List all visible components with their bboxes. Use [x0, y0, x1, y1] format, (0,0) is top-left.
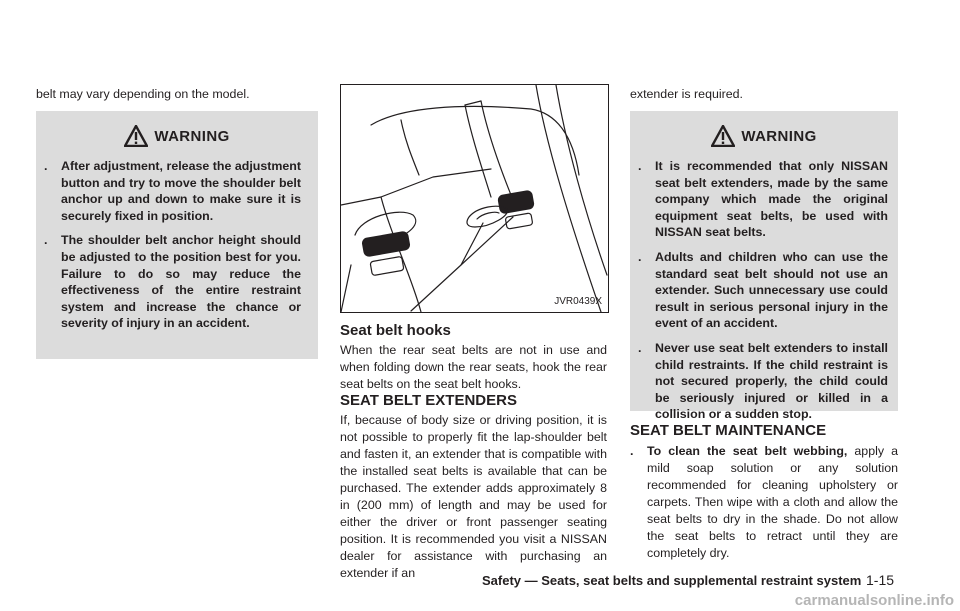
column-right-lower: [630, 0, 898, 611]
page-number: 1-15: [866, 572, 895, 588]
warning-text: After adjustment, release the adjustment button and try to move the shoulder belt anchor up and down to make sure it is securely fixed in position.: [61, 159, 301, 223]
seat-belt-hooks-heading: Seat belt hooks: [340, 322, 451, 339]
warning-text: The shoulder belt anchor height should be adjusted to the position best for you. Failure to do so may reduce the effectiveness of the entire restraint system and increase the chance or severity of injury in an accident.: [61, 233, 301, 331]
seat-belt-hook-illustration: [341, 85, 608, 312]
warning-item: [44, 232, 301, 332]
bullet: .: [638, 159, 642, 173]
warning-header: [36, 124, 318, 148]
figure-code: JVR0439X: [554, 296, 602, 307]
bullet: .: [638, 249, 642, 264]
watermark: [795, 592, 954, 609]
seat-belt-hooks-figure: [340, 84, 609, 313]
intro-text: extender is required.: [630, 87, 743, 101]
bullet: .: [44, 233, 48, 248]
footer-section-title: Safety — Seats, seat belts and supplemental restraint system: [482, 573, 862, 588]
maintenance-item: [630, 443, 898, 562]
maintenance-bold-lead: To clean the seat belt webbing,: [647, 444, 848, 458]
bullet: .: [630, 444, 634, 458]
warning-triangle-icon: [124, 125, 148, 147]
warning-item: [44, 158, 301, 224]
warning-text: Never use seat belt extenders to install child restraints. If the child restraint is not secured properly, the child could be seriously injured or killed in a collision or a sudden stop.: [655, 340, 888, 422]
warning-title: WARNING: [741, 127, 817, 145]
warning-box-left: [36, 111, 318, 359]
warning-text: Adults and children who can use the standard seat belt should not use an extender. Such unnecessary use could result in serious personal injury in the event of an accident.: [655, 249, 888, 331]
bullet: .: [638, 340, 642, 355]
warning-text: It is recommended that only NISSAN seat belt extenders, made by the same company which made the original equipment seat belts, be used with NISSAN seat belts.: [655, 159, 888, 240]
intro-text: belt may vary depending on the model.: [36, 87, 250, 101]
watermark-text: carmanualsonline.info: [794, 592, 954, 609]
bullet: .: [44, 159, 48, 173]
seat-belt-maintenance-heading: SEAT BELT MAINTENANCE: [630, 422, 827, 439]
seat-belt-extenders-text: If, because of body size or driving position, it is not possible to properly fit the lap-shoulder belt and fasten it, an extender that is compatible with the installed seat belts is available that can be purchased. The extender adds approximately 8 in (200 mm) of length and may be used for either the driver or front passenger seating position. It is recommended you visit a NISSAN dealer for assistance with purchasing an extender if an: [340, 413, 607, 580]
seat-belt-hooks-text: When the rear seat belts are not in use and when folding down the rear seats, hook the rear seat belts on the seat belt hooks.: [340, 343, 607, 391]
warning-title: WARNING: [154, 127, 230, 145]
maintenance-text: [647, 443, 898, 562]
maintenance-body: apply a mild soap solution or any solution recommended for cleaning upholstery or carpets. Then wipe with a cloth and allow the seat belts to dry in the shade. Do not allow the seat belts to retract until they are completely dry.: [647, 444, 898, 560]
seat-belt-extenders-heading: SEAT BELT EXTENDERS: [340, 392, 517, 409]
